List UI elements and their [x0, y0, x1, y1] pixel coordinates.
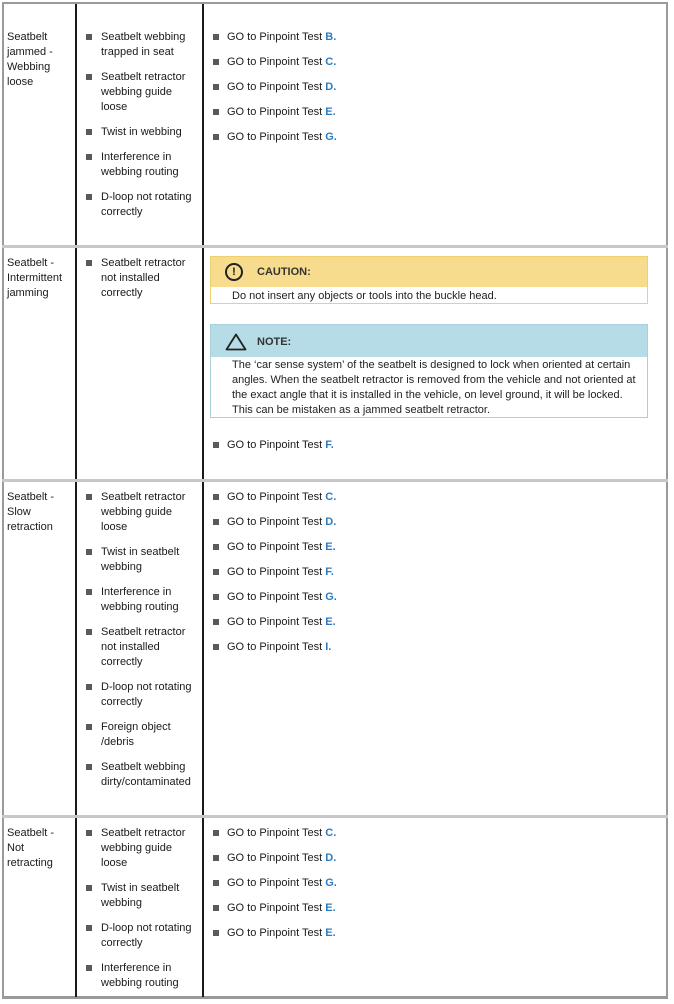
bullet-icon: [86, 74, 92, 80]
pinpoint-test-link[interactable]: E.: [325, 927, 336, 939]
list-item: Twist in seatbelt webbing: [84, 545, 196, 575]
actions-list: [212, 490, 652, 665]
pinpoint-test-link[interactable]: G.: [325, 877, 337, 889]
caution-title: CAUTION:: [257, 266, 311, 278]
action-item: GO to Pinpoint Test E.: [212, 926, 652, 941]
list-item: Seatbelt retractor webbing guide loose: [84, 490, 196, 535]
actions-list: [212, 438, 652, 463]
action-item: GO to Pinpoint Test B.: [212, 30, 652, 45]
list-item: Seatbelt retractor webbing guide loose: [84, 70, 196, 115]
note-header: [211, 325, 647, 357]
bullet-icon: [213, 34, 219, 40]
list-item: Interference in webbing routing: [84, 961, 196, 991]
pinpoint-test-link[interactable]: D.: [325, 852, 337, 864]
pinpoint-test-link[interactable]: E.: [325, 541, 336, 553]
action-item: GO to Pinpoint Test F.: [212, 565, 652, 580]
list-item: D-loop not rotating correctly: [84, 190, 196, 220]
bullet-icon: [86, 589, 92, 595]
table-border-left: [2, 2, 4, 999]
bullet-icon: [86, 885, 92, 891]
list-item: D-loop not rotating correctly: [84, 921, 196, 951]
action-item: GO to Pinpoint Test G.: [212, 130, 652, 145]
pinpoint-test-link[interactable]: D.: [325, 81, 337, 93]
actions-list: [212, 30, 652, 155]
possible-sources-list: [84, 30, 196, 230]
symptom-cell: Seatbelt - Intermittent jamming: [7, 257, 63, 299]
bullet-icon: [86, 965, 92, 971]
exclamation-icon: !: [225, 263, 243, 281]
pinpoint-test-link[interactable]: C.: [325, 56, 337, 68]
bullet-icon: [86, 154, 92, 160]
action-item: GO to Pinpoint Test E.: [212, 615, 652, 630]
bullet-icon: [213, 930, 219, 936]
pinpoint-test-link[interactable]: C.: [325, 827, 337, 839]
warning-triangle-icon: [225, 333, 247, 351]
bullet-icon: [86, 494, 92, 500]
note-text: The ‘car sense system’ of the seatbelt is designed to lock when oriented at certain angles. When the seatbelt retractor is removed from the vehicle and not oriented at the exact angle that it is installed in the vehicle, on level ground, it will be locked. This can be mistaken as a jammed seatbelt retractor.: [232, 359, 636, 416]
bullet-icon: [213, 619, 219, 625]
bullet-icon: [86, 260, 92, 266]
pinpoint-test-link[interactable]: E.: [325, 616, 336, 628]
column-divider: [202, 4, 204, 997]
symptom-cell: Seatbelt - Slow retraction: [7, 491, 55, 533]
list-item: Interference in webbing routing: [84, 150, 196, 180]
pinpoint-test-link[interactable]: G.: [325, 591, 337, 603]
symptom-cell: Seatbelt - Not retracting: [7, 827, 55, 869]
bullet-icon: [213, 442, 219, 448]
list-item: Seatbelt retractor not installed correctly: [84, 625, 196, 670]
bullet-icon: [213, 59, 219, 65]
list-item: Seatbelt retractor webbing guide loose: [84, 826, 196, 871]
row-divider: [2, 245, 668, 248]
bullet-icon: [86, 724, 92, 730]
list-item: Seatbelt webbing dirty/contaminated: [84, 760, 196, 790]
table-border-right: [666, 2, 668, 999]
bullet-icon: [86, 684, 92, 690]
possible-sources-list: [84, 826, 196, 1001]
action-item: GO to Pinpoint Test G.: [212, 876, 652, 891]
bullet-icon: [213, 519, 219, 525]
list-item: Foreign object /debris: [84, 720, 196, 750]
possible-sources-list: [84, 490, 196, 800]
bullet-icon: [213, 855, 219, 861]
action-item: GO to Pinpoint Test E.: [212, 901, 652, 916]
bullet-icon: [86, 34, 92, 40]
action-item: GO to Pinpoint Test C.: [212, 55, 652, 70]
caution-header: [211, 257, 647, 287]
bullet-icon: [86, 194, 92, 200]
action-item: GO to Pinpoint Test F.: [212, 438, 652, 453]
bullet-icon: [86, 925, 92, 931]
pinpoint-test-link[interactable]: E.: [325, 902, 336, 914]
bullet-icon: [86, 629, 92, 635]
bullet-icon: [213, 84, 219, 90]
action-item: GO to Pinpoint Test C.: [212, 490, 652, 505]
pinpoint-test-link[interactable]: F.: [325, 566, 334, 578]
list-item: D-loop not rotating correctly: [84, 680, 196, 710]
bullet-icon: [213, 594, 219, 600]
note-title: NOTE:: [257, 336, 292, 348]
pinpoint-test-link[interactable]: B.: [325, 31, 337, 43]
action-item: GO to Pinpoint Test D.: [212, 80, 652, 95]
bullet-icon: [86, 129, 92, 135]
list-item: Seatbelt retractor not installed correctly: [84, 256, 196, 301]
list-item: Twist in webbing: [84, 125, 196, 140]
list-item: Seatbelt webbing trapped in seat: [84, 30, 196, 60]
action-item: GO to Pinpoint Test C.: [212, 826, 652, 841]
pinpoint-test-link[interactable]: G.: [325, 131, 337, 143]
bullet-icon: [213, 134, 219, 140]
action-item: GO to Pinpoint Test G.: [212, 590, 652, 605]
action-item: GO to Pinpoint Test E.: [212, 105, 652, 120]
pinpoint-test-link[interactable]: E.: [325, 106, 336, 118]
bullet-icon: [213, 109, 219, 115]
bullet-icon: [213, 880, 219, 886]
caution-text: Do not insert any objects or tools into the buckle head.: [232, 290, 497, 302]
action-item: GO to Pinpoint Test D.: [212, 851, 652, 866]
bullet-icon: [86, 764, 92, 770]
action-item: GO to Pinpoint Test D.: [212, 515, 652, 530]
caution-box: [210, 256, 648, 304]
possible-sources-list: [84, 256, 196, 311]
bullet-icon: [213, 569, 219, 575]
action-item: GO to Pinpoint Test E.: [212, 540, 652, 555]
row-divider: [2, 815, 668, 818]
bullet-icon: [213, 644, 219, 650]
pinpoint-test-link[interactable]: F.: [325, 439, 334, 451]
column-divider: [75, 4, 77, 997]
pinpoint-test-link[interactable]: C.: [325, 491, 337, 503]
bullet-icon: [213, 544, 219, 550]
list-item: Twist in seatbelt webbing: [84, 881, 196, 911]
pinpoint-test-link[interactable]: I.: [325, 641, 332, 653]
bullet-icon: [86, 830, 92, 836]
symptom-cell: Seatbelt jammed - Webbing loose: [7, 31, 53, 88]
pinpoint-test-link[interactable]: D.: [325, 516, 337, 528]
bullet-icon: [213, 905, 219, 911]
row-divider: [2, 479, 668, 482]
bullet-icon: [213, 494, 219, 500]
bullet-icon: [86, 549, 92, 555]
bullet-icon: [213, 830, 219, 836]
table-border-top: [2, 2, 668, 4]
action-item: GO to Pinpoint Test I.: [212, 640, 652, 655]
list-item: Interference in webbing routing: [84, 585, 196, 615]
note-box: [210, 324, 648, 418]
actions-list: [212, 826, 652, 951]
